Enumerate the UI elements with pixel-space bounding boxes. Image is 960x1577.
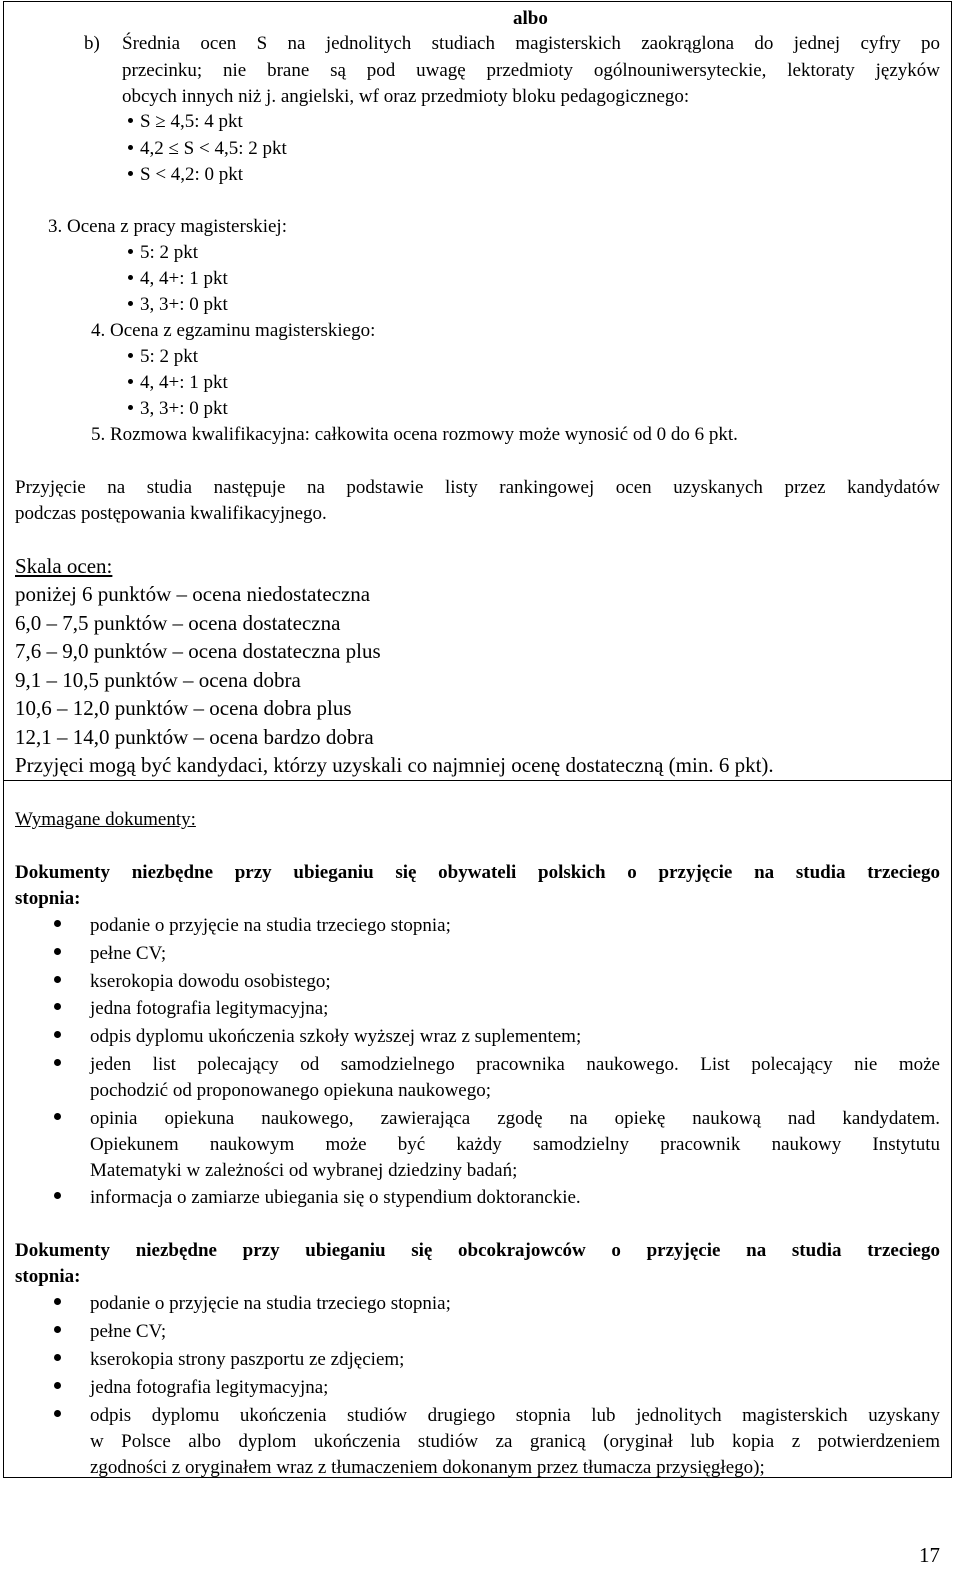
list-item: 4, 4+: 1 pkt [140,372,228,393]
item-b-line: przecinku; nie brane są pod uwagę przedmioty ogólnouniwersyteckie, lektoraty języków [122,60,940,81]
scale-line: poniżej 6 punktów – ocena niedostateczna [15,582,371,606]
scale-heading: Skala ocen: [15,554,113,578]
admission-line: podczas postępowania kwalifikacyjnego. [15,503,327,524]
section-divider [3,780,952,781]
list-item: 5: 2 pkt [140,346,199,367]
list-item: 3, 3+: 0 pkt [140,398,228,419]
list-item-continuation: pochodzić od proponowanego opiekuna naukowego; [90,1080,492,1101]
polish-docs-title: Dokumenty niezbędne przy ubieganiu się obywateli polskich o przyjęcie na studia trzeciego [15,862,940,883]
list-item: informacja o zamiarze ubiegania się o stypendium doktoranckie. [90,1187,581,1208]
list-item-continuation: Opiekunem naukowym może być każdy samodzielny pracownik naukowy Instytutu [90,1134,940,1155]
admission-line: Przyjęcie na studia następuje na podstawie listy rankingowej ocen uzyskanych przez kandydatów [15,477,940,498]
list-item: odpis dyplomu ukończenia szkoły wyższej wraz z suplementem; [90,1026,582,1047]
bullet-icon [128,301,133,306]
list-item: 3, 3+: 0 pkt [140,294,228,315]
list-item: 5: 2 pkt [140,242,199,263]
polish-docs-title: stopnia: [15,888,81,909]
foreign-docs-title: stopnia: [15,1266,81,1287]
bullet-icon [54,1298,61,1305]
bullet-icon [54,1382,61,1389]
bullet-icon [54,1410,61,1417]
list-item: kserokopia dowodu osobistego; [90,971,331,992]
list-item: kserokopia strony paszportu ze zdjęciem; [90,1349,405,1370]
bullet-icon [54,976,61,983]
scale-line: Przyjęci mogą być kandydaci, którzy uzyskali co najmniej ocenę dostateczną (min. 6 pkt). [15,753,774,777]
list-item-continuation: Matematyki w zależności od wybranej dziedziny badań; [90,1160,518,1181]
item-b-line: Średnia ocen S na jednolitych studiach magisterskich zaokrąglona do jednej cyfry po [122,33,940,54]
bullet-icon [54,1003,61,1010]
foreign-docs-title: Dokumenty niezbędne przy ubieganiu się obcokrajowców o przyjęcie na studia trzeciego [15,1240,940,1261]
list-item: jeden list polecający od samodzielnego pracownika naukowego. List polecający nie może [90,1054,940,1075]
list-item: 4,2 ≤ S < 4,5: 2 pkt [140,138,287,159]
bullet-icon [54,1326,61,1333]
documents-heading: Wymagane dokumenty: [15,809,196,830]
bullet-icon [128,171,133,176]
page-number: 17 [919,1543,940,1567]
bullet-icon [54,1059,61,1066]
list-item: 4, 4+: 1 pkt [140,268,228,289]
list-item-continuation: zgodności z oryginałem wraz z tłumaczeniem dokonanym przez tłumacza przysięgłego); [90,1457,765,1478]
scale-line: 9,1 – 10,5 punktów – ocena dobra [15,668,301,692]
list-item: podanie o przyjęcie na studia trzeciego stopnia; [90,1293,451,1314]
list-item-continuation: w Polsce albo dyplom ukończenia studiów za granicą (oryginał lub kopia z potwierdzeniem [90,1431,940,1452]
bullet-icon [54,1354,61,1361]
bullet-icon [128,405,133,410]
scale-line: 12,1 – 14,0 punktów – ocena bardzo dobra [15,725,374,749]
albo-heading: albo [513,8,548,29]
list-item: jedna fotografia legitymacyjna; [90,998,329,1019]
list-item: pełne CV; [90,943,167,964]
bullet-icon [54,920,61,927]
list-item: S < 4,2: 0 pkt [140,164,244,185]
section-4-title: 4. Ocena z egzaminu magisterskiego: [91,320,376,341]
item-b-line: obcych innych niż j. angielski, wf oraz przedmioty bloku pedagogicznego: [122,86,690,107]
scale-line: 7,6 – 9,0 punktów – ocena dostateczna plus [15,639,381,663]
list-item: opinia opiekuna naukowego, zawierająca zgodę na opiekę naukową nad kandydatem. [90,1108,940,1129]
bullet-icon [128,145,133,150]
bullet-icon [54,1031,61,1038]
bullet-icon [128,353,133,358]
bullet-icon [54,948,61,955]
list-item: podanie o przyjęcie na studia trzeciego stopnia; [90,915,451,936]
list-item: odpis dyplomu ukończenia studiów drugiego stopnia lub jednolitych magisterskich uzyskany [90,1405,940,1426]
scale-line: 10,6 – 12,0 punktów – ocena dobra plus [15,696,352,720]
item-b-marker: b) [84,33,100,54]
scale-line: 6,0 – 7,5 punktów – ocena dostateczna [15,611,341,635]
bullet-icon [128,275,133,280]
section-3-title: 3. Ocena z pracy magisterskiej: [48,216,287,237]
bullet-icon [54,1192,61,1199]
section-5-text: 5. Rozmowa kwalifikacyjna: całkowita ocena rozmowy może wynosić od 0 do 6 pkt. [91,424,738,445]
bullet-icon [128,118,133,123]
list-item: S ≥ 4,5: 4 pkt [140,111,243,132]
list-item: pełne CV; [90,1321,167,1342]
bullet-icon [128,379,133,384]
list-item: jedna fotografia legitymacyjna; [90,1377,329,1398]
bullet-icon [54,1113,61,1120]
bullet-icon [128,249,133,254]
